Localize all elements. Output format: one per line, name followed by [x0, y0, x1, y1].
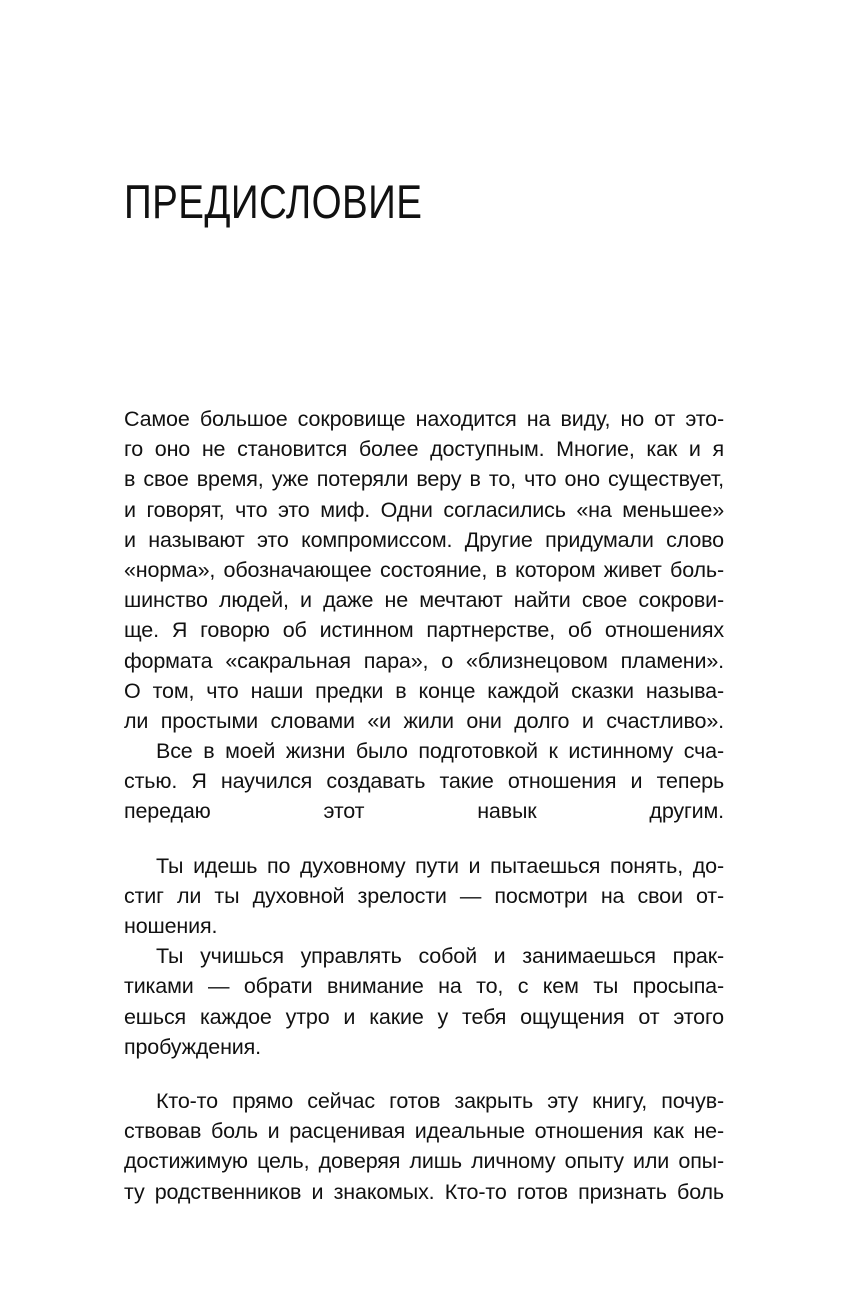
text-line: Ты учишься управлять собой и занимаешься прак-	[156, 944, 724, 969]
body-text	[124, 404, 724, 1207]
section-break	[124, 1062, 724, 1086]
text-line: ствовав боль и расценивая идеальные отношения как не-	[124, 1119, 724, 1144]
text-line: в свое время, уже потеряли веру в то, что оно существует,	[124, 467, 724, 492]
text-line: стиг ли ты духовной зрелости — посмотри на свои от-	[124, 883, 724, 908]
text-line: пробуждения.	[124, 1034, 261, 1059]
text-line: передаю этот навык другим.	[124, 799, 724, 824]
paragraph	[124, 1086, 724, 1207]
chapter-title: ПРЕДИСЛОВИЕ	[124, 175, 423, 228]
text-line: ешься каждое утро и какие у тебя ощущения от этого	[124, 1004, 724, 1029]
text-line: ли простыми словами «и жили они долго и счастливо».	[124, 708, 724, 733]
text-line: го оно не становится более доступным. Многие, как и я	[124, 437, 724, 462]
text-line: стью. Я научился создавать такие отношения и теперь	[124, 769, 724, 794]
text-line: достижимую цель, доверяя лишь личному опыту или опы-	[124, 1149, 724, 1174]
text-line: О том, что наши предки в конце каждой сказки называ-	[124, 678, 724, 703]
text-line: «норма», обозначающее состояние, в котором живет боль-	[124, 557, 724, 582]
paragraph	[124, 404, 724, 736]
text-line: ношения.	[124, 914, 218, 938]
text-line: Кто-то прямо сейчас готов закрыть эту книгу, почув-	[156, 1088, 724, 1113]
text-line: формата «сакральная пара», о «близнецовом пламени».	[124, 648, 724, 673]
text-line: шинство людей, и даже не мечтают найти свое сокрови-	[124, 588, 724, 613]
text-line: и говорят, что это миф. Одни согласились «на меньшее»	[124, 497, 724, 522]
paragraph	[124, 736, 724, 827]
text-line: Самое большое сокровище находится на виду, но от это-	[124, 407, 724, 431]
text-line: тиками — обрати внимание на то, с кем ты просыпа-	[124, 974, 724, 999]
text-line: Все в моей жизни было подготовкой к истинному сча-	[156, 739, 724, 764]
paragraph	[124, 851, 724, 942]
text-line: ще. Я говорю об истинном партнерстве, об отношениях	[124, 618, 724, 643]
text-line: и называют это компромиссом. Другие придумали слово	[124, 527, 724, 552]
text-line: Ты идешь по духовному пути и пытаешься понять, до-	[156, 853, 724, 878]
paragraph	[124, 941, 724, 1062]
section-break	[124, 827, 724, 851]
text-line: ту родственников и знакомых. Кто-то готов признать боль	[124, 1179, 724, 1204]
